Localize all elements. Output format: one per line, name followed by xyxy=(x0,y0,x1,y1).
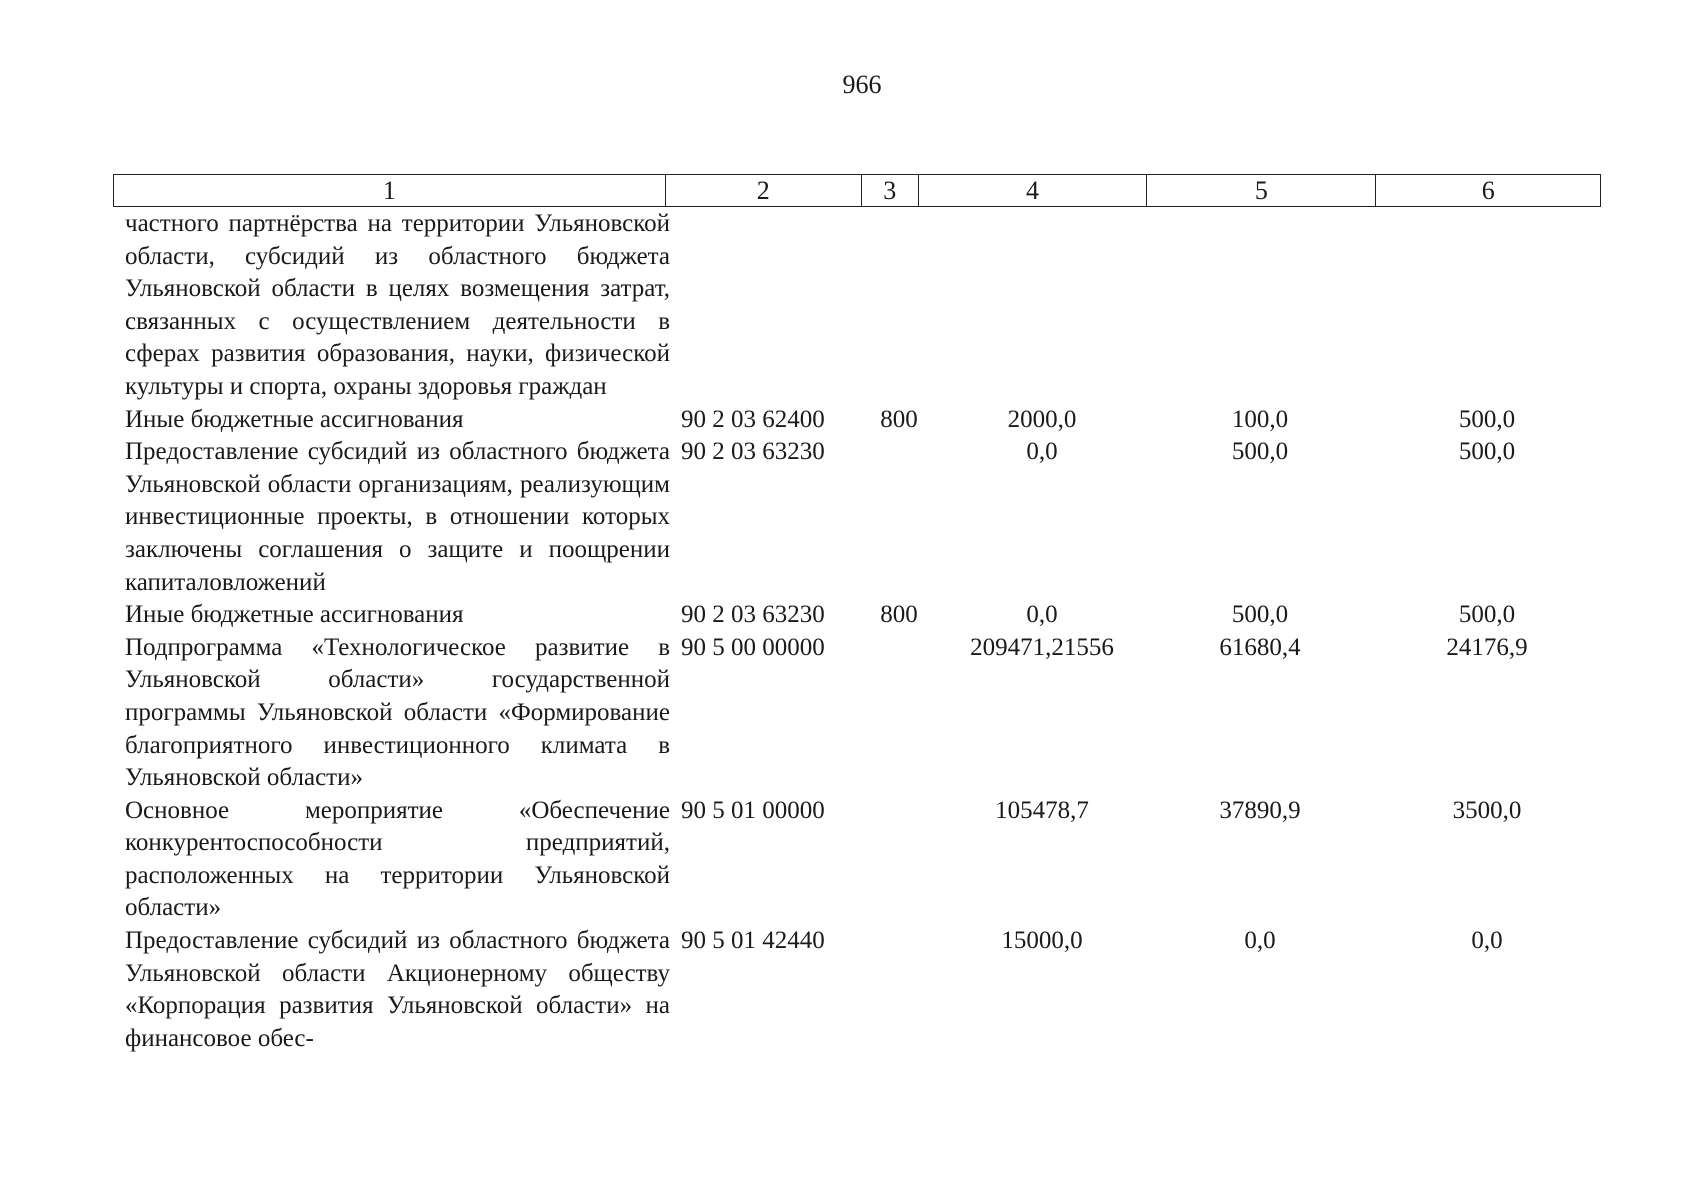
column-header-4: 4 xyxy=(918,175,1147,207)
row-code: 90 2 03 63230 xyxy=(681,438,825,466)
row-code: 90 2 03 62400 xyxy=(681,405,825,433)
row-value-4: 15000,0 xyxy=(1001,927,1083,955)
column-header-1: 1 xyxy=(114,175,666,207)
column-header-5: 5 xyxy=(1147,175,1376,207)
row-type: 800 xyxy=(880,405,918,433)
row-description: Предоставление субсидий из областного бюджета Ульяновской области Акционерному обществу «Корпорация развития Ульяновской области» на финансовое обес- xyxy=(125,927,670,1052)
row-value-6: 3500,0 xyxy=(1452,796,1522,824)
row-type: 800 xyxy=(880,601,918,629)
column-header-table xyxy=(113,174,1601,207)
row-value-4: 105478,7 xyxy=(995,796,1089,824)
row-value-6: 500,0 xyxy=(1458,405,1516,433)
table-row xyxy=(113,795,1601,925)
row-description: Иные бюджетные ассигнования xyxy=(125,405,464,433)
row-code: 90 5 00 00000 xyxy=(681,633,825,661)
column-header-6: 6 xyxy=(1376,175,1601,207)
table-row xyxy=(113,208,1601,404)
column-header-3: 3 xyxy=(861,175,918,207)
row-value-6: 24176,9 xyxy=(1446,633,1528,661)
row-code: 90 2 03 63230 xyxy=(681,601,825,629)
row-value-6: 500,0 xyxy=(1458,438,1516,466)
column-header-2: 2 xyxy=(665,175,861,207)
table-row xyxy=(113,404,1601,437)
row-value-4: 209471,21556 xyxy=(970,633,1114,661)
row-value-5: 37890,9 xyxy=(1219,796,1301,824)
table-row xyxy=(113,925,1601,1055)
row-code: 90 5 01 42440 xyxy=(681,927,825,955)
row-value-4: 0,0 xyxy=(1026,438,1058,466)
row-value-5: 61680,4 xyxy=(1219,633,1301,661)
row-description: Иные бюджетные ассигнования xyxy=(125,601,464,629)
table-row xyxy=(113,599,1601,632)
table-body xyxy=(113,208,1601,1055)
row-value-4: 0,0 xyxy=(1026,601,1058,629)
row-value-5: 500,0 xyxy=(1231,601,1289,629)
row-description: частного партнёрства на территории Ульяновской области, субсидий из областного бюджета Ульяновской области в целях возмещения затрат, связанных с осуществлением деятельности в сферах развития образования, науки, физической культуры и спорта, охраны здоровья граждан xyxy=(125,210,670,400)
row-description: Предоставление субсидий из областного бюджета Ульяновской области организациям, реализующим инвестиционные проекты, в отношении которых заключены соглашения о защите и поощрении капиталовложений xyxy=(125,438,670,596)
row-value-5: 0,0 xyxy=(1244,927,1276,955)
row-value-5: 100,0 xyxy=(1231,405,1289,433)
row-value-6: 0,0 xyxy=(1471,927,1503,955)
column-header-row xyxy=(114,175,1601,207)
row-value-5: 500,0 xyxy=(1231,438,1289,466)
row-value-4: 2000,0 xyxy=(1007,405,1077,433)
page-number: 966 xyxy=(842,70,882,99)
row-description: Основное мероприятие «Обеспечение конкурентоспособности предприятий, расположенных на территории Ульяновской области» xyxy=(125,796,670,922)
table-row xyxy=(113,632,1601,795)
row-code: 90 5 01 00000 xyxy=(681,796,825,824)
table-row xyxy=(113,436,1601,599)
row-value-6: 500,0 xyxy=(1458,601,1516,629)
row-description: Подпрограмма «Технологическое развитие в Ульяновской области» государственной программы Ульяновской области «Формирование благоприятного инвестиционного климата в Ульяновской области» xyxy=(125,633,670,792)
